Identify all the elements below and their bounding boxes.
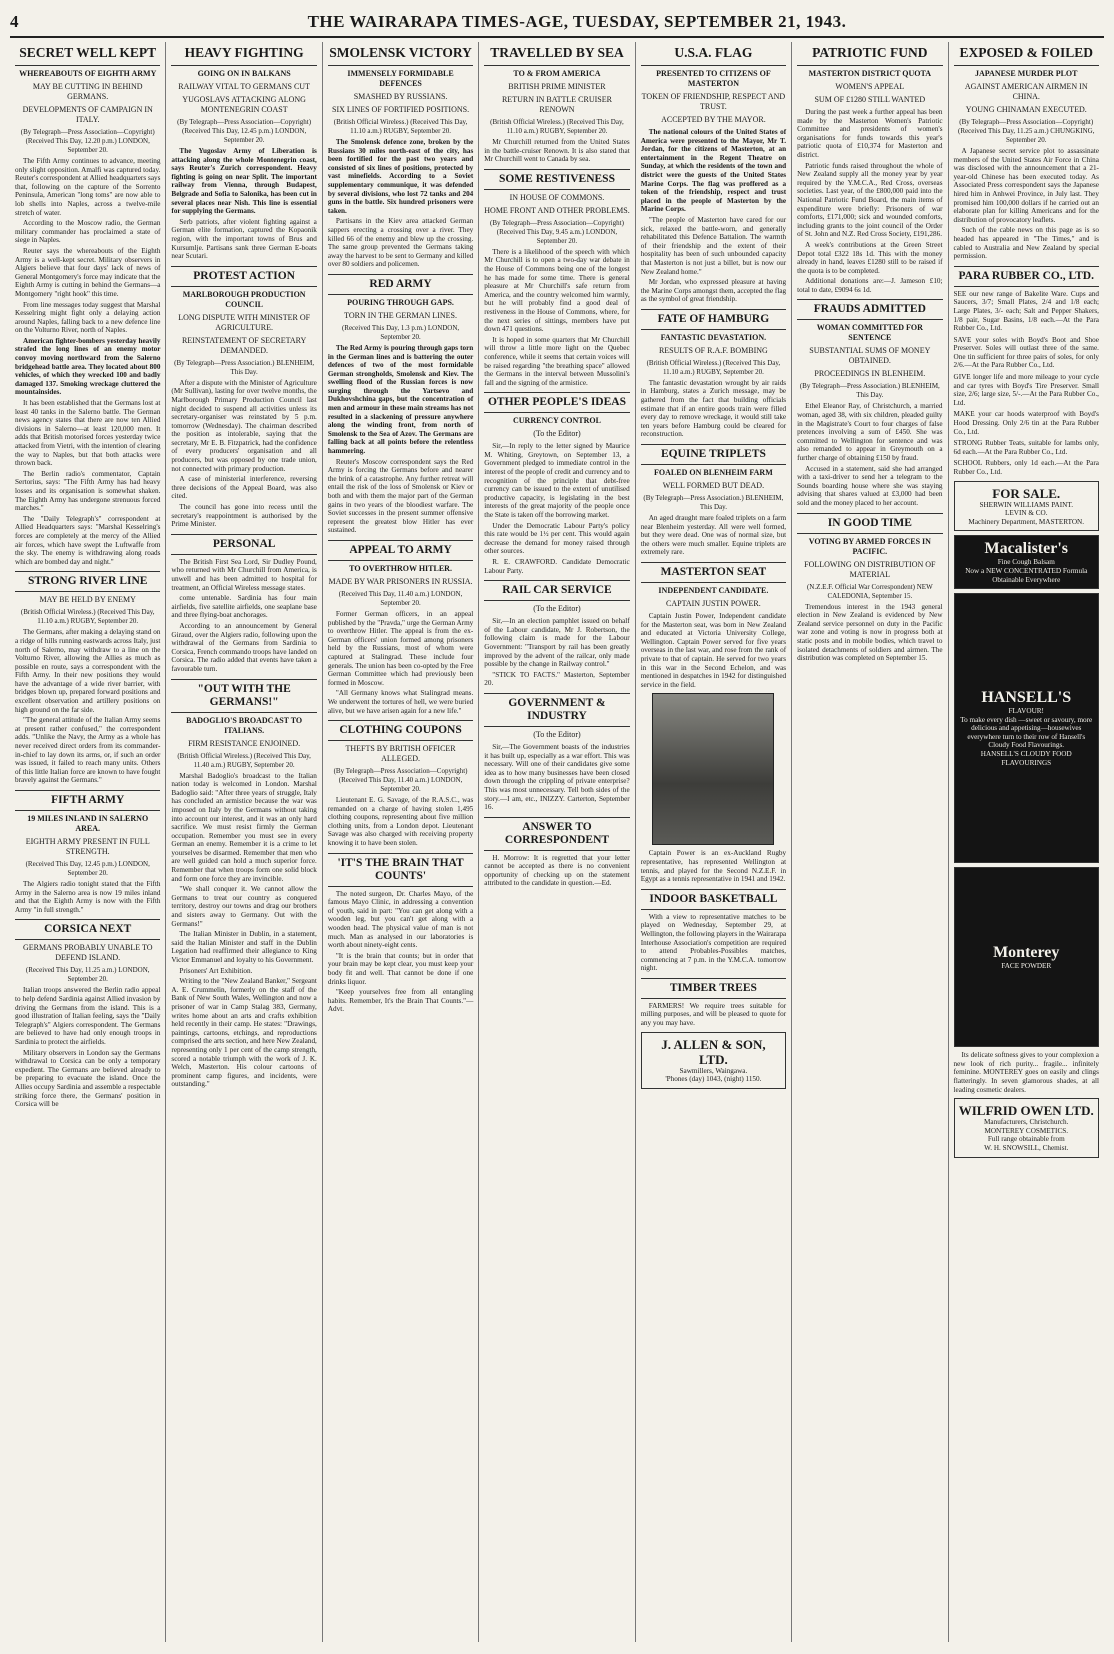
paragraph: The Algiers radio tonight stated that the Fifth Army in the Salerno area is now 19 miles inland and that the Eighth Army is now with the Fifth Army "in full strength." — [15, 880, 161, 914]
paragraph: "The people of Masterton have cared for our sick, relaxed the battle-worn, and generally rehabilitated this Defence Battalion. The warmth of their friendship and the extent of their hospitality has been of such unbounded capacity that Masterton is not just a billet, but is now our New Zealand home." — [640, 215, 787, 276]
subheading: GERMANS PROBABLY UNABLE TO DEFEND ISLAND. — [22, 943, 153, 963]
dateline: (N.Z.E.F. Official War Correspondent) NEW CALEDONIA, September 15. — [806, 582, 933, 600]
paragraph: The national colours of the United States of America were presented to the Mayor, Mr T. Jordan, for the citizens of Masterton, at an entertainment in the Regent Theatre on Sunday, at which the residents of the town and district were the guests of the United States Marine Corps. The flag was proffered as a token of the friendship, respect and trust placed in the people of Masterton by the Marine Corps. — [640, 128, 787, 214]
subheading: 19 MILES INLAND IN SALERNO AREA. — [27, 814, 149, 833]
column-4 — [479, 42, 635, 1642]
article-body — [328, 610, 473, 715]
ad-line: 'Phones (day) 1043, (night) 1150. — [665, 1075, 762, 1084]
paragraph: There is a likelihood of the speech with which Mr Churchill is to open a two-day war debate in the House of Commons being one of the longest he has made for some time. There is general pleasure at Mr Churchill's safe return from America, and the country welcomed him warmly, but he will probably find a good deal of restiveness in the House of Commons, where, for the next series of sittings, members have put down 471 questions. — [484, 247, 630, 334]
paragraph: A week's contributions at the Green Street Depot total £322 18s 1d. This with the money already in hand, leaves £1280 still to be raised if the quota is to be completed. — [797, 240, 943, 275]
dateline: (British Official Wireless.) (Received This Day, 11.10 a.m.) RUGBY, September 20. — [490, 118, 624, 135]
subheading: YUGOSLAVS ATTACKING ALONG MONTENEGRIN COAST — [182, 95, 306, 114]
paragraph: Marshal Badoglio's broadcast to the Italian nation today is welcomed in London. Marshal Badoglio said: "After three years of struggle, Italy has concluded an armistice because the war was imposed on Italy by the Germans without taking into account our interest, and it was an only hard sacrifice. We must resist firmly the German occupation. Remember you must see in every German an enemy. Remember it is a crime to let yourselves be disarmed. Remember that men who are well guided can hold a much superior force. Remember that when troops form one solid block and form one force they are invincible. — [171, 771, 317, 883]
paragraph: Military observers in London say the Germans withdrawal to Corsica can be only a temporary expedient. The Germans are believed already to be preparing to evacuate the island. Once the Allies occupy Sardinia and assemble a respectable striking force there, the Germans' position in Corsica will be — [15, 1048, 161, 1109]
paragraph: The Fifth Army continues to advance, meeting only slight opposition. Amalfi was captured today. Reuter's correspondent at Allied headquarters says that, following on the capture of the Sorrento Peninsula, American "long toms" are now able to lob shells into Naples, across a twelve-mile stretch of water. — [15, 157, 161, 217]
headline: SOME RESTIVENESS — [484, 169, 629, 190]
headline: EQUINE TRIPLETS — [641, 444, 786, 465]
headline: CLOTHING COUPONS — [328, 720, 473, 741]
article-body — [171, 147, 316, 216]
ad-line: Monterey — [993, 943, 1060, 961]
headline: RAIL CAR SERVICE — [484, 580, 629, 601]
headline: MASTERTON SEAT — [641, 562, 786, 583]
paragraph: The Red Army is pouring through gaps torn in the German lines and is battering the outer defences of two of the most formidable German strongholds, Smolensk and Kiev. The swelling flood of the Russian forces is now surging through the Yartsevo and Dukhovshchina gaps, but the concentration of men and armour in these main streams has not resulted in a slackening of pressure anywhere along the winding front, from north of Smolensk to the Sea of Azov. The Germans are falling back at all points before the relentless hammering. — [327, 343, 474, 456]
article-body — [171, 218, 316, 261]
article-body — [15, 628, 160, 785]
paragraph: come untenable. Sardinia has four main airfields, five satellite airfields, one seaplane base and three flying-boat anchorages. — [171, 594, 317, 620]
headline: HEAVY FIGHTING — [171, 42, 316, 66]
paragraph: Serb patriots, after violent fighting against a German elite formation, captured the Kopaonik region, with the important towns of Brus and Kursumlje. Partisans sank three German E-boats near Scutari. — [171, 217, 317, 261]
dateline: (British Official Wireless.) (Received This Day, 11.40 a.m.) RUGBY, September 20. — [177, 751, 311, 769]
paragraph: "We shall conquer it. We cannot allow the Germans to treat our country as conquered territory, destroy our towns and drag our brothers and sisters away to Germany. Out with the Germans!" — [171, 885, 317, 928]
subheading: RESULTS OF R.A.F. BOMBING — [658, 345, 768, 355]
ad-line: LEVIN & CO. — [1004, 509, 1048, 518]
headline: FIFTH ARMY — [15, 790, 160, 811]
article-body — [641, 216, 786, 304]
subheading: FOALED ON BLENHEIM FARM — [654, 468, 773, 478]
dateline: (Received This Day, 11.25 a.m.) LONDON, September 20. — [25, 966, 150, 984]
paragraph: Under the Democratic Labour Party's policy this rate would be 1½ per cent. This would again decrease the demand for money raised through other sources. — [484, 521, 630, 556]
subheading: YOUNG CHINAMAN EXECUTED. — [965, 105, 1087, 114]
subheading: WOMAN COMMITTED FOR SENTENCE — [816, 323, 923, 343]
headline: GOVERNMENT & INDUSTRY — [484, 693, 629, 727]
dateline: (By Telegraph—Press Association—Copyright) (Received This Day, 9.45 a.m.) LONDON, September 20. — [490, 218, 624, 245]
headline: U.S.A. FLAG — [641, 42, 786, 66]
headline: EXPOSED & FOILED — [954, 42, 1099, 66]
subheading: DEVELOPMENTS OF CAMPAIGN IN ITALY. — [22, 105, 153, 124]
paragraph: Such of the cable news on this page as is so headed has appeared in "The Times," and is cabled to Australia and New Zealand by special permission. — [953, 226, 1099, 261]
subheading: ACCEPTED BY THE MAYOR. — [661, 115, 766, 124]
paragraph: The Germans, after making a delaying stand on a ridge of hills running eastwards across Italy, just north of Salerno, may withdraw to a line on the Volturno River, allowing the Allies as much as possible en route, says a correspondent with the Fifth Army. In their new positions they would have the advantage of a wide river barrier, with bridges blown up, prepared forward positions and excellent observation and artillery positions on high ground on the far side. — [15, 628, 161, 714]
article-body — [641, 1002, 786, 1028]
article-body — [328, 217, 473, 269]
paragraph: Captain Justin Power, Independent candidate for the Masterton seat, was born in New Zealand and educated at Victoria University College, Wellington. Captain Power served for five years overseas in the last war, and rose from the rank of private to that of captain. He served for two years in this war in the Second Echelon, and was mentioned in despatches in 1942 for distinguished service in the field. — [640, 612, 787, 689]
subheading: TORN IN THE GERMAN LINES. — [344, 310, 457, 320]
paragraph: A case of ministerial interference, reversing three decisions of the Appeal Board, was also cited. — [171, 475, 317, 501]
headline: "OUT WITH THE GERMANS!" — [171, 679, 316, 713]
column-7 — [949, 42, 1104, 1642]
paragraph: Sir,—The Government boasts of the industries it has built up, especially as a war effort. This was necessary. Will one of their candidates give some idea as to how many businesses have been closed down through the crippling of private enterprise? This was most unnecessary. Tell both sides of the story.—I am, etc., INIZZY. Carterton, September 16. — [484, 742, 630, 812]
subheading: PROCEEDINGS IN BLENHEIM. — [814, 369, 926, 379]
paragraph: The Smolensk defence zone, broken by the Russians 30 miles north-east of the city, has been fortified for the past two years and consisted of six lines of positions, protected by vast minefields. According to a Soviet supplementary communique, it was defended by several divisions, who lost 72 tanks and 204 guns in the battle. Six hundred prisoners were taken. — [327, 138, 474, 215]
headline: PROTEST ACTION — [171, 266, 316, 287]
article-body — [328, 138, 473, 215]
paragraph: It is hoped in some quarters that Mr Churchill will throw a little more light on the Quebec conference, while it seems that certain voices will be raised regarding "the breathing space" allowed the Germans in the interval between Mussolini's fall and the signing of the armistice. — [484, 335, 630, 387]
dateline: (By Telegraph—Press Association—Copyright) (Received This Day, 12.20 p.m.) LONDON, September 20. — [20, 128, 155, 154]
subheading: MAY BE HELD BY ENEMY — [39, 595, 136, 605]
subheading: SIX LINES OF FORTIFIED POSITIONS. — [332, 105, 470, 114]
column-1 — [10, 42, 166, 1642]
subheading: BRITISH PRIME MINISTER — [508, 82, 606, 91]
advertisement — [954, 867, 1099, 1047]
paragraph: Writing to the "New Zealand Banker," Sergeant A. E. Crummelin, formerly on the staff of the Bank of New South Wales, Wellington and now a prisoner of war in Camp Stalag 383, Germany, writes home about an arts and crafts exhibition held recently in their camp. He states: "Drawings, paintings, cartoons, etchings, and reproductions comprised the arts section, and here New Zealand, representing only 1 per cent of the camp strength, scored a notable triumph with the work of J. K. Welch, Masterton. His colour cartoons of prominent camp figures, and incidents, were outstanding." — [171, 977, 317, 1089]
article-body — [484, 248, 629, 388]
paragraph: Reuter's Moscow correspondent says the Red Army is forcing the Germans before and nearer the brink of a catastrophe. Any further retreat will entail the risk of the loss of Smolensk or Kiev or both and with them the major part of the German gains in two years of the bloodiest warfare. The Soviet successes in the present summer offensive represent the greatest blow Hitler has ever sustained. — [327, 457, 474, 535]
ad-line: Full range obtainable from — [987, 1135, 1065, 1144]
paragraph: After a dispute with the Minister of Agriculture (Mr Sullivan), lasting for over twelve months, the Marlborough Primary Production Council last night decided to suspend all activities unless its secretary-organiser was reinstated by 5 p.m. tomorrow (Wednesday). The chairman described the position as intolerable, saying that the secretary, Mr E. B. Fitzpatrick, had the confidence of every producers' organisation and all producers, but was opposed by one trade union, not connected with primary production. — [171, 378, 317, 473]
ad-line: MONTEREY COSMETICS. — [984, 1126, 1069, 1135]
headline: PARA RUBBER CO., LTD. — [954, 266, 1099, 287]
subheading: (To the Editor) — [533, 729, 581, 739]
subheading: HOME FRONT AND OTHER PROBLEMS. — [484, 205, 630, 215]
article-body — [171, 558, 316, 674]
paragraph: An aged draught mare foaled triplets on a farm near Blenheim yesterday. All were well formed, but they were dead. One was of normal size, but the others were much smaller. Equine triplets are extremely rare. — [640, 514, 787, 557]
classified-ads — [954, 290, 1099, 477]
ad-line: Obtainable Everywhere — [992, 575, 1061, 584]
article-body — [15, 880, 160, 914]
masthead — [10, 8, 1104, 38]
subheading: IN HOUSE OF COMMONS. — [509, 192, 605, 202]
paragraph: Sir,—In an election pamphlet issued on behalf of the Labour candidate, Mr J. Robertson, the following claim is made for the Labour Government: "Transport by rail has been greatly improved by the advent of the railcar, only made possible by the change in Railway control." — [484, 617, 630, 669]
dateline: (Received This Day, 1.3 p.m.) LONDON, September 20. — [341, 323, 460, 341]
column-3 — [323, 42, 479, 1642]
subheading: EIGHTH ARMY PRESENT IN FULL STRENGTH. — [25, 837, 150, 856]
paragraph: It has been established that the Germans lost at least 40 tanks in the Salerno battle. The German news agency states that there are now ten Allied divisions in Salerno—at least 120,000 men. It adds that British motorised forces yesterday twice attacked from Vietri, with the intention of clearing the way to Naples, but that both attacks were thrown back. — [15, 399, 161, 468]
article-body — [328, 796, 473, 848]
article-body — [641, 849, 786, 883]
advertisement — [641, 1032, 786, 1089]
paragraph: GIVE longer life and more mileage to your cycle and car tyres with Boyd's Tire Preserver. Small size, 2/6; large size, 5/-.—At the Para Rubber Co., Ltd. — [953, 373, 1099, 407]
headline: SMOLENSK VICTORY — [328, 42, 473, 66]
subheading: JAPANESE MURDER PLOT — [974, 69, 1078, 78]
columns-container — [10, 42, 1104, 1642]
ad-line: FACE POWDER — [1001, 961, 1052, 970]
article-body — [954, 1051, 1099, 1094]
subheading: INDEPENDENT CANDIDATE. — [658, 586, 769, 595]
paragraph: The Berlin radio's commentator, Captain Sertorius, says: "The Fifth Army has had heavy losses and its organisation is somewhat shaken. The Eighth Army has undergone strenuous forced marches." — [15, 469, 161, 513]
subheading: RAILWAY VITAL TO GERMANS CUT — [178, 82, 310, 91]
dateline: (Received This Day, 12.45 p.m.) LONDON, September 20. — [25, 860, 150, 877]
paragraph: Mr Churchill returned from the United States in the battle-cruiser Renown. It is also stated that Mr Churchill went to Canada by sea. — [484, 138, 630, 164]
candidate-portrait-photo — [652, 693, 774, 845]
paragraph: "STICK TO FACTS." Masterton, September 20. — [484, 670, 630, 688]
paragraph: Partisans in the Kiev area attacked German sappers erecting a crossing over a river. They killed 66 of the enemy and blew up the crossing. The same group prevented the Germans taking away the harvest to be sent to Germany and killed over 80 soldiers and policemen. — [327, 217, 474, 269]
paragraph: With a view to representative matches to be played on Wednesday, September 29, at Wellington, the following players in the Wairarapa Interhouse Association's competition are required to attend Probables-Possibles matches, commencing at 7 p.m. in the Y.M.C.A. tomorrow night. — [640, 912, 787, 973]
ad-line: J. ALLEN & SON, LTD. — [661, 1036, 766, 1067]
paragraph: The noted surgeon, Dr. Charles Mayo, of the famous Mayo Clinic, in addressing a convention of youth, said in part: "You can get along with a wooden leg, but you can't get along with a wooden head. The physical value of man is not much. Man as analysed in our laboratories is worth about ninety-eight cents. — [327, 889, 474, 950]
ad-line: Manufacturers, Christchurch. — [984, 1118, 1069, 1127]
dateline: (Received This Day, 11.40 a.m.) LONDON, September 20. — [338, 589, 463, 607]
subheading: WHEREABOUTS OF EIGHTH ARMY — [19, 69, 157, 78]
headline: RED ARMY — [328, 274, 473, 295]
paragraph: H. Morrow: It is regretted that your letter cannot be accepted as there is no convenient opportunity of checking up on the statement attributed to the candidate in question.—Ed. — [484, 853, 630, 888]
ad-line: HANSELL'S CLOUDY FOOD FLAVOURINGS — [980, 750, 1072, 767]
paragraph: STRONG Rubber Teats, suitable for lambs only, 6d each.—At the Para Rubber Co., Ltd. — [953, 439, 1099, 456]
paragraph: Patriotic funds raised throughout the whole of New Zealand supply all the money year by year required by the Y.M.C.A., Red Cross, overseas societies. Last year, of the £800,000 paid into the National Patriotic Fund Board, the main items of expenditure were briefly: Prisoners of war comforts, £171,000; sick and wounded comforts, including grants to the joint council of the Order of St. John and N.Z. Red Cross Society, £191,286. — [797, 161, 943, 239]
article-body — [641, 913, 786, 973]
dateline: (By Telegraph—Press Association—Copyright) (Received This Day, 12.45 p.m.) LONDON, September 20. — [177, 118, 312, 144]
article-body — [797, 108, 942, 294]
article-body — [641, 128, 786, 214]
ad-line: W. H. SNOWSILL, Chemist. — [984, 1143, 1069, 1152]
headline: PERSONAL — [171, 534, 316, 555]
subheading: MASTERTON DISTRICT QUOTA — [808, 69, 932, 78]
paragraph: The "Daily Telegraph's" correspondent at Allied Headquarters says: "Marshal Kesselring's forces are completely at the mercy of the Allied air forces, which have swept the Luftwaffe from the sky. The enemy is withdrawing along roads which are bombed day and night." — [15, 514, 161, 566]
headline: APPEAL TO ARMY — [328, 540, 473, 561]
paragraph: Accused in a statement, said she had arranged with a taxi-driver to send her a telegram to the Sounds boarding house where she was staying advising that shares valued at £3,000 had been sold and the money placed to her account. — [797, 464, 943, 507]
paragraph: According to an announcement by General Giraud, over the Algiers radio, following upon the withdrawal of the Germans from Sardinia to Corsica, French commando troops have landed on Corsica. The radio added that events have taken a favourable turn. — [171, 621, 317, 673]
subheading: GOING ON IN BALKANS — [197, 69, 291, 78]
paragraph: The British First Sea Lord, Sir Dudley Pound, who returned with Mr Churchill from America, is unwell and has been admitted to hospital for treatment, an Official Wireless message states. — [171, 557, 317, 592]
ad-line: Fine Cough Balsam — [997, 558, 1055, 567]
paragraph: "The general attitude of the Italian Army seems at present rather confused," the correspondent adds. "Unlike the Navy, the Army as a whole has never received direct orders from its commander-in-chief to lay down its arms, or, if such an order was issued, it failed to reach many units. Others of this little Italian force are known to have fought bravely against the Germans." — [15, 716, 161, 785]
paragraph: SCHOOL Rubbers, only 1d each.—At the Para Rubber Co., Ltd. — [953, 459, 1099, 476]
headline: FATE OF HAMBURG — [641, 309, 786, 330]
article-body — [484, 617, 629, 688]
ad-line: Now a NEW CONCENTRATED Formula — [965, 566, 1088, 575]
paragraph: Sir,—In reply to the letter signed by Maurice M. Whiting, Greytown, on September 13, a Government pledged to immediate control in the interest of the people of credit and currency and to recognition of the principle that debt-free currency can be issued to the extent of unutilised productive capacity, is legislating in the best interests of the great majority of the people once the State is taken off the borrowing market. — [484, 442, 630, 520]
paragraph: The fantastic devastation wrought by air raids in Hamburg, states a Zurich message, may be gathered from the fact that building officials estimate that if an entire goods train were filled every day to remove wreckage, it would still take ten years before Hamburg could be cleared for reconstruction. — [640, 378, 787, 439]
subheading: SMASHED BY RUSSIANS. — [353, 92, 448, 101]
article-body — [797, 603, 942, 663]
article-body — [484, 138, 629, 164]
headline: STRONG RIVER LINE — [15, 571, 160, 592]
subheading: REINSTATEMENT OF SECRETARY DEMANDED. — [181, 335, 307, 355]
dateline: (By Telegraph—Press Association.) BLENHEIM, This Day. — [174, 358, 315, 376]
article-body — [641, 612, 786, 689]
paragraph: SAVE your soles with Boyd's Boot and Shoe Preserver. Soles will outlast three of the same. One tin sufficient for three pairs of soles, for only 2/6.—At the Para Rubber Co., Ltd. — [953, 335, 1099, 370]
paragraph: Former German officers, in an appeal published by the "Pravda," urge the German Army to overthrow Hitler. The appeal is from the ex-German officers' union formed among prisoners held by the Russians, most of whom were captured at Stalingrad. These include four generals. The union has been co-opted by the Free German Committee which had previously been formed in Moscow. — [327, 609, 474, 687]
dateline: (By Telegraph—Press Association—Copyright) (Received This Day, 11.25 a.m.) CHUNGKING, September 20. — [958, 118, 1095, 144]
headline: TRAVELLED BY SEA — [484, 42, 629, 66]
paragraph: American fighter-bombers yesterday heavily strafed the long lines of an enemy motor convoy moving northward from the Salerno bridgehead battle area. They located about 800 vehicles, of which they wrecked 100 and badly damaged 137. Smoking wreckage cluttered the mountainsides. — [15, 336, 161, 397]
ad-line: FOR SALE. — [992, 485, 1061, 501]
subheading: TO OVERTHROW HITLER. — [349, 563, 452, 573]
subheading: WOMEN'S APPEAL — [835, 82, 905, 91]
advertisement — [954, 481, 1099, 532]
subheading: FANTASTIC DEVASTATION. — [660, 332, 767, 342]
subheading: TO & FROM AMERICA — [513, 69, 601, 78]
paragraph: "All Germany knows what Stalingrad means. We underwent the tortures of hell, we were buried alive, but we have arisen again for a new life." — [327, 689, 474, 715]
subheading: (To the Editor) — [533, 429, 581, 439]
headline: OTHER PEOPLE'S IDEAS — [484, 392, 629, 413]
paragraph: MAKE your car hoods waterproof with Boyd's Hood Dressing. Only 2/6 tin at the Para Rubber Co., Ltd. — [953, 410, 1099, 436]
paragraph: Ethel Eleanor Ray, of Christchurch, a married woman, aged 38, with six children, pleaded guilty in the Magistrate's Court to four charges of false pretences involving a sum of £450. She was committed to Wellington for sentence and was also remanded to appear in Greymouth on a further charge of obtaining £150 by fraud. — [797, 402, 943, 463]
article-body — [641, 379, 786, 439]
ad-line: To make every dish —sweet or savoury, more delicious and appetising—housewives everywhere turn to their row of Hansell's Cloudy Food Flavourings. — [960, 715, 1093, 750]
subheading: FIRM RESISTANCE ENJOINED. — [188, 738, 301, 748]
headline: TIMBER TREES — [641, 978, 786, 999]
paragraph: A Japanese secret service plot to assassinate members of the United States Air Force in China was disclosed with the announcement that a 21-year-old Chinese has been executed today. As Associated Press correspondent says the Japanese hired him in Anhwei Province, in July last. They promised him 100,000 dollars if he carried out an elaborate plan for killing Americans and for the distribution of provocatory leaflets. — [953, 147, 1099, 224]
paragraph: Captain Power is an ex-Auckland Rugby representative, has represented Wellington at tennis, and played for the Second N.Z.E.F. in Egypt as a tennis representative in 1941 and 1942. — [640, 849, 787, 884]
subheading: VOTING BY ARMED FORCES IN PACIFIC. — [808, 536, 931, 556]
headline: PATRIOTIC FUND — [797, 42, 942, 66]
headline: SECRET WELL KEPT — [15, 42, 160, 66]
article-body — [641, 514, 786, 557]
article-body — [171, 379, 316, 529]
paragraph: Italian troops answered the Berlin radio appeal to help defend Sardinia against Allied invasion by driving the Germans from the island. This is a good illustration of Italian feeling, says the "Daily Telegraph's" Algiers correspondent. The Germans are believed to have had only enough troops in Sardinia to protect the airfields. — [15, 986, 161, 1046]
subheading: LONG DISPUTE WITH MINISTER OF AGRICULTURE. — [178, 312, 311, 332]
ad-line: Sawmillers, Waingawa. — [679, 1066, 748, 1075]
subheading: TOKEN OF FRIENDSHIP, RESPECT AND TRUST. — [641, 92, 786, 111]
ad-line: Machinery Department, MASTERTON. — [968, 517, 1085, 526]
ad-line: FLAVOUR! — [1008, 707, 1044, 716]
subheading: WELL FORMED BUT DEAD. — [662, 481, 765, 491]
paragraph: During the past week a further appeal has been made by the Masterton Women's Patriotic Committee and presidents of women's organisations for funds towards this year's patriotic quota of £10,374 for Masterton and district. — [797, 108, 943, 159]
article-body — [484, 743, 629, 812]
subheading: AGAINST AMERICAN AIRMEN IN CHINA. — [964, 82, 1088, 101]
dateline: (British Official Wireless.) (Received This Day, 11.10 a.m.) RUGBY, September 20. — [20, 608, 155, 626]
headline: ANSWER TO CORRESPONDENT — [484, 817, 629, 851]
subheading: MAY BE CUTTING IN BEHIND GERMANS. — [32, 82, 143, 101]
paragraph: FARMERS! We require trees suitable for milling purposes, and will be pleased to quote for any you may have. — [640, 1001, 787, 1028]
advertisement — [954, 535, 1099, 589]
headline: 'IT'S THE BRAIN THAT COUNTS' — [328, 853, 473, 887]
article-body — [484, 442, 629, 575]
paragraph: Prisoners' Art Exhibition. — [179, 966, 253, 975]
paragraph: R. E. CRAWFORD. Candidate Democratic Labour Party. — [484, 558, 630, 575]
subheading: MADE BY WAR PRISONERS IN RUSSIA. — [328, 576, 473, 586]
advertisement — [954, 1098, 1099, 1157]
paragraph: Reuter says the whereabouts of the Eighth Army is a well-kept secret. Military observers in Algiers believe that four days' lack of news of General Montgomery's force may indicate that the Eighth Army is cutting in behind the Germans—a Montgomery "right hook" this time. — [15, 246, 161, 298]
article-body — [797, 402, 942, 507]
paragraph: The Yugoslav Army of Liberation is attacking along the whole Montenegrin coast, says Reuter's Zurich correspondent. Heavy fighting is going on near Split. The important railway from Vienna, through Budapest, Belgrade and Sofia to Salonika, has been cut in several places near Nish. This line is essential for supplying the Germans. — [171, 147, 317, 216]
paragraph: From line messages today suggest that Marshal Kesselring might fight only a delaying action around Naples, falling back to a new defence line on the Volturno River, north of Naples. — [15, 300, 161, 335]
article-body — [328, 458, 473, 535]
headline: CORSICA NEXT — [15, 919, 160, 940]
subheading: MARLBOROUGH PRODUCTION COUNCIL — [182, 289, 306, 309]
article-body — [328, 344, 473, 456]
subheading: RETURN IN BATTLE CRUISER RENOWN — [501, 95, 612, 114]
column-5 — [636, 42, 792, 1642]
ad-line: WILFRID OWEN LTD. — [958, 1103, 1094, 1119]
headline: FRAUDS ADMITTED — [797, 299, 942, 320]
article-body — [328, 890, 473, 1014]
subheading: CAPTAIN JUSTIN POWER. — [666, 599, 761, 608]
headline: INDOOR BASKETBALL — [641, 889, 786, 910]
article-body — [15, 399, 160, 566]
subheading: IMMENSELY FORMIDABLE DEFENCES — [347, 69, 454, 88]
paragraph: Additional donations are:—J. Jameson £10; total to date, £9094 6s 1d. — [797, 277, 943, 294]
paragraph: Its delicate softness gives to your complexion a new look of rich purity... fragile... infinitely feminine. MONTEREY goes on easily and clings flatteringly. In seven glamorous shades, at all leading cosmetic dealers. — [953, 1051, 1099, 1094]
dateline: (By Telegraph—Press Association.) BLENHEIM, This Day. — [799, 382, 940, 400]
subheading: SUBSTANTIAL SUMS OF MONEY OBTAINED. — [809, 346, 931, 366]
subheading: THEFTS BY BRITISH OFFICER ALLEGED. — [345, 744, 456, 764]
article-body — [15, 337, 160, 397]
page-number: 4 — [10, 12, 19, 31]
article-body — [15, 157, 160, 335]
article-body — [484, 854, 629, 888]
subheading: PRESENTED TO CITIZENS OF MASTERTON — [656, 69, 771, 88]
dateline: (By Telegraph—Press Association.) BLENHEIM, This Day. — [643, 494, 784, 512]
article-body — [15, 986, 160, 1108]
dateline: (By Telegraph—Press Association—Copyright) (Received This Day, 11.40 a.m.) LONDON, September 20. — [333, 767, 468, 794]
headline: IN GOOD TIME — [797, 513, 942, 534]
paragraph: The council has gone into recess until the secretary's reappointment is authorised by the Prime Minister. — [171, 503, 317, 529]
dateline: (British Official Wireless.) (Received This Day, 11.10 a.m.) RUGBY, September 20. — [333, 118, 468, 135]
subheading: BADOGLIO'S BROADCAST TO ITALIANS. — [186, 715, 303, 735]
paragraph: Mr Jordan, who expressed pleasure at having the Marine Corps amongst them, accepted the flag as the symbol of great friendship. — [640, 278, 787, 304]
ad-line: SHERWIN WILLIAMS PAINT. — [979, 500, 1073, 509]
subheading: (To the Editor) — [533, 604, 581, 614]
subheading: FOLLOWING ON DISTRIBUTION OF MATERIAL — [804, 559, 936, 579]
column-6 — [792, 42, 948, 1642]
dateline: (British Official Wireless.) (Received This Day, 11.10 a.m.) RUGBY, September 20. — [646, 358, 781, 376]
paragraph: "Keep yourselves free from all entangling habits. Remember, It's the Brain That Counts."—Advt. — [327, 988, 474, 1014]
subheading: SUM OF £1280 STILL WANTED — [814, 95, 926, 104]
paragraph: SEE our new range of Bakelite Ware. Cups and Saucers, 3/7; Small Plates, 2/4 and 1/8 each; Large Plates, 3/- each; Salt and Pepper Shakers, 1/8 pair, Sugar Basins, 1/8 each.—At the Para Rubber Co., Ltd. — [953, 289, 1099, 333]
paragraph: Tremendous interest in the 1943 general election in New Zealand is evidenced by New Zealand service personnel on duty in the Pacific war zone and voting is now in progress both at static posts and in mobile bodies, which travel to isolated detachments of soldiers and airmen. The distribution was completed on September 15. — [797, 602, 943, 663]
advertisement — [954, 593, 1099, 863]
paragraph: "It is the brain that counts; but in order that your brain may be kept clear, you must keep your body fit and well. That cannot be done if one drinks liquor. — [327, 951, 474, 986]
paragraph: The Italian Minister in Dublin, in a statement, said the Italian Minister and staff in the Dublin Legation had reaffirmed their allegiance to King Victor Emmanuel and loyalty to his Government. — [171, 930, 317, 964]
paragraph: According to the Moscow radio, the German military commander has proclaimed a state of siege in Naples. — [15, 219, 161, 245]
subheading: CURRENCY CONTROL — [513, 416, 601, 426]
ad-line: HANSELL'S — [981, 689, 1072, 707]
newspaper-title: THE WAIRARAPA TIMES-AGE, TUESDAY, SEPTEMBER 21, 1943. — [307, 12, 847, 31]
article-body — [954, 147, 1099, 261]
paragraph: Lieutenant E. G. Savage, of the R.A.S.C., was remanded on a charge of having stolen 1,495 clothing coupons, representing about five million clothing units, from a London depot. Lieutenant Savage was also charged with receiving property knowing it to have been stolen. — [327, 796, 474, 848]
article-body — [171, 772, 316, 1089]
ad-line: Macalister's — [984, 540, 1068, 558]
column-2 — [166, 42, 322, 1642]
subheading: POURING THROUGH GAPS. — [347, 297, 454, 307]
